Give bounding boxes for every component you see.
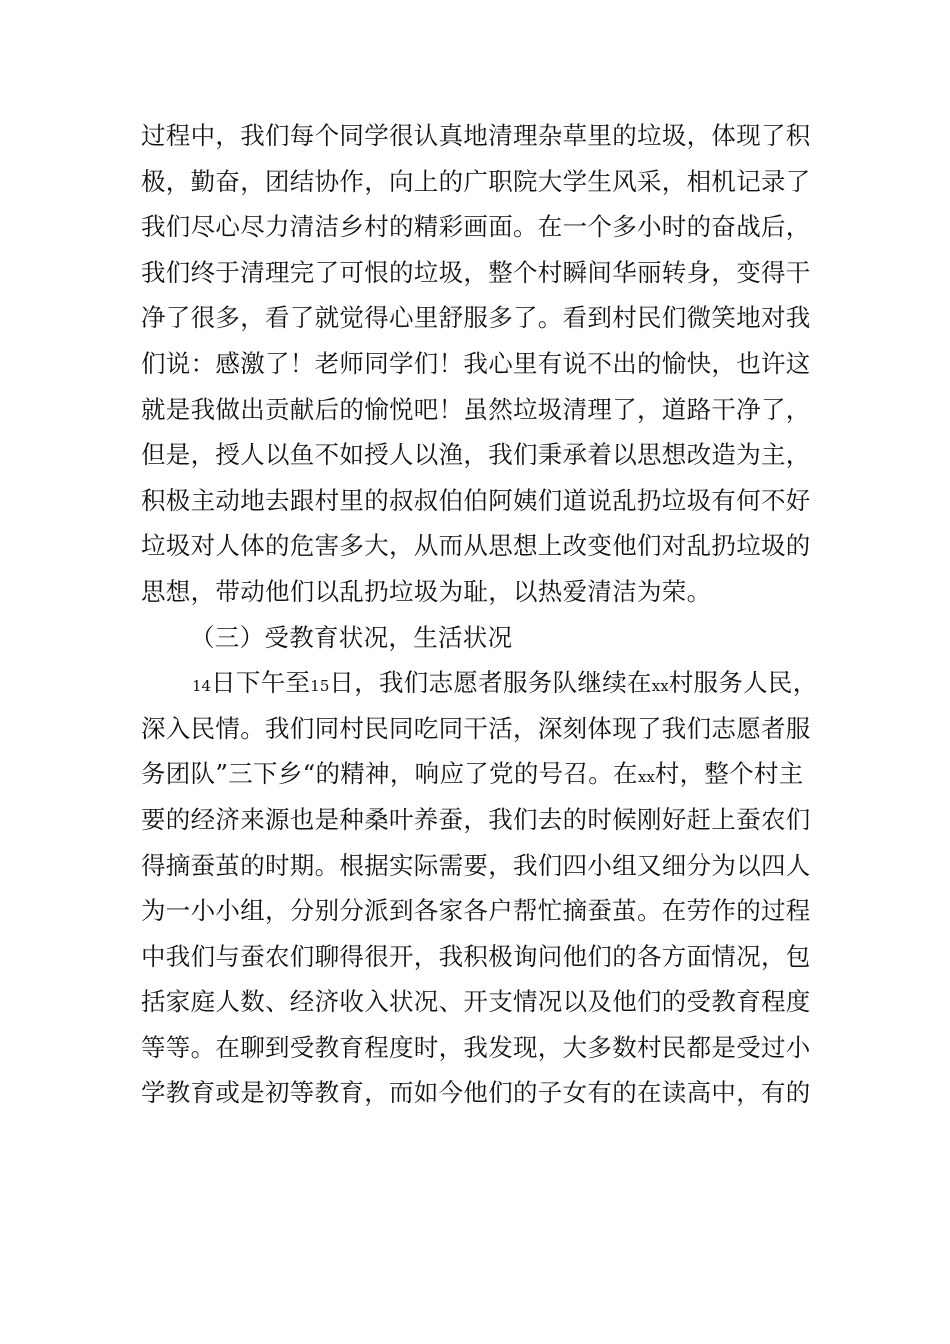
body-line: 们说：感激了！老师同学们！我心里有说不出的愉快，也许这 [141, 348, 811, 378]
body-line [141, 751, 841, 797]
body-line: 为一小小组，分别分派到各家各户帮忙摘蚕茧。在劳作的过程 [141, 896, 811, 926]
text-run: 村，整个村主 [654, 759, 804, 789]
date-number: 15 [310, 677, 330, 696]
body-line: 括家庭人数、经济收入状况、开支情况以及他们的受教育程度 [141, 987, 811, 1017]
body-line: 深入民情。我们同村民同吃同干活，深刻体现了我们志愿者服 [141, 713, 811, 743]
body-line: 我们尽心尽力清洁乡村的精彩画面。在一个多小时的奋战后， [141, 212, 811, 242]
date-number: 14 [192, 677, 212, 696]
body-line: 中我们与蚕农们聊得很开，我积极询问他们的各方面情况，包 [141, 941, 811, 971]
document-body [141, 113, 841, 1116]
body-line: 思想，带动他们以乱扔垃圾为耻，以热爱清洁为荣。 [141, 576, 712, 606]
body-line: 得摘蚕茧的时期。根据实际需要，我们四小组又细分为以四人 [141, 850, 811, 880]
text-run: 日，我们志愿者服务队继续在 [329, 668, 652, 698]
village-placeholder: xx [637, 768, 655, 787]
text-run: 村服务人民， [668, 668, 818, 698]
body-line: 过程中，我们每个同学很认真地清理杂草里的垃圾，体现了积 [141, 121, 811, 150]
body-line: 净了很多，看了就觉得心里舒服多了。看到村民们微笑地对我 [141, 303, 811, 333]
body-line: 学教育或是初等教育，而如今他们的子女有的在读高中，有的 [141, 1078, 811, 1108]
text-run: 务团队”三下乡“的精神，响应了党的号召。在 [141, 759, 638, 789]
body-line: 极，勤奋，团结协作，向上的广职院大学生风采，相机记录了 [141, 166, 811, 196]
body-line: 积极主动地去跟村里的叔叔伯伯阿姨们道说乱扔垃圾有何不好 [141, 485, 811, 515]
body-line: 就是我做出贡献后的愉悦吧！虽然垃圾清理了，道路干净了， [141, 394, 811, 424]
body-line: 垃圾对人体的危害多大，从而从思想上改变他们对乱扔垃圾的 [141, 531, 811, 561]
body-line [141, 660, 841, 706]
text-run: 日下午至 [211, 668, 311, 698]
village-placeholder: xx [651, 677, 669, 696]
body-line: 要的经济来源也是种桑叶养蚕，我们去的时候刚好赶上蚕农们 [141, 804, 811, 834]
body-line: 等等。在聊到受教育程度时，我发现，大多数村民都是受过小 [141, 1032, 811, 1062]
section-heading: （三）受教育状况，生活状况 [190, 622, 513, 652]
body-line: 但是，授人以鱼不如授人以渔，我们秉承着以思想改造为主， [141, 440, 811, 470]
body-line: 我们终于清理完了可恨的垃圾，整个村瞬间华丽转身，变得干 [141, 257, 811, 287]
